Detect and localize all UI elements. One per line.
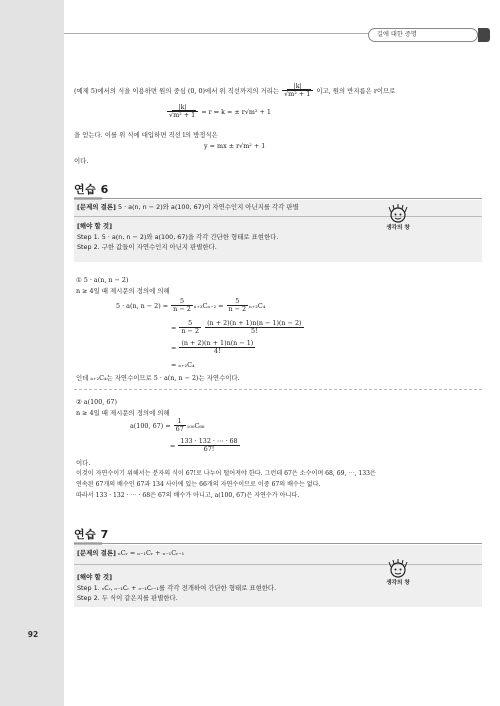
intro-line-5: 이다. — [74, 157, 89, 165]
distance-fraction: $\frac{|k|}{\text{√m² + 1}}$ — [282, 83, 313, 99]
frac-den: n − 2 — [181, 327, 200, 336]
part-1-comb-a: ₙ₊₂Cₙ₋₂ = — [193, 301, 224, 310]
part-1-heading: ① 5 · a(n, n − 2) — [76, 276, 129, 284]
part-1-condition: n ≥ 4일 때 제시문의 정의에 의해 — [76, 287, 170, 295]
part-2-para-2: 연속된 67개의 배수인 67과 134 사이에 있는 66개의 자연수이므로 이중 67의 배수는 없다. — [76, 481, 321, 488]
part-1-conclusion: 인데 ₙ₊₂C₄는 자연수이므로 5 · a(n, n − 2)는 자연수이다. — [76, 374, 240, 382]
exercise-6-problem — [77, 203, 299, 212]
eq-denominator: m² + 1 — [173, 111, 196, 120]
intro-text-b: 이고, 원의 반지름은 r이므로 — [316, 86, 396, 95]
think-window-6 — [378, 204, 418, 233]
part-2-row-1 — [130, 418, 204, 434]
exercise-6-title — [74, 183, 109, 198]
exercise-7-box — [74, 545, 482, 607]
chapter-tab — [368, 28, 478, 42]
distance-denominator: m² + 1 — [288, 90, 311, 99]
part-2-idai: 이다. — [76, 459, 91, 467]
problem-text: ₙCᵣ = ₙ₋₁Cᵣ + ₙ₋₁Cᵣ₋₁ — [117, 549, 185, 557]
frac-num: 133 · 132 · ⋯ · 68 — [180, 437, 238, 445]
equals-sign: = — [170, 441, 176, 450]
exercise-7-rule — [74, 543, 482, 544]
frac-num: 1 — [174, 418, 186, 426]
intro-line-3: 을 얻는다. 이를 위 식에 대입하면 직선 l의 방정식은 — [74, 131, 218, 139]
part-2-para-3: 따라서 133 · 132 · ⋯ · 68은 67의 배수가 아니고, a(100, 67)은 자연수가 아니다. — [76, 492, 300, 499]
frac-den: 4! — [214, 347, 221, 356]
exercise-6-rule — [74, 198, 482, 199]
thinking-face-icon — [386, 204, 410, 224]
part-2-heading: ② a(100, 67) — [76, 398, 117, 406]
frac-num: (n + 2)(n + 1)n(n − 1)(n − 2) — [207, 319, 302, 327]
problem-text: 5 · a(n, n − 2)와 a(100, 67)이 자연수인지 아닌지를 각각 판별 — [117, 203, 299, 211]
page-number: 92 — [27, 630, 39, 639]
part-1-row-2-frac-a — [179, 320, 201, 336]
part-2-row-2 — [170, 438, 241, 454]
part-1-frac-a — [171, 298, 193, 314]
intro-equation — [166, 104, 271, 120]
chapter-tab-label: 길에 대한 증명 — [377, 31, 417, 38]
part-1-row-1 — [116, 298, 265, 314]
part-2-comb: ₁₀₀C₆₆ — [186, 421, 205, 430]
exercise-6-todo-label — [77, 222, 112, 231]
frac-den: n − 2 — [228, 305, 247, 314]
think-window-label: 생각의 창 — [386, 225, 410, 231]
exercise-6-box — [74, 200, 482, 262]
line-equation: y = mx ± r√m² + 1 — [204, 142, 266, 150]
frac-num: (n + 2)(n + 1)n(n − 1) — [181, 339, 254, 347]
exercise-7-problem — [77, 549, 184, 558]
part-2-condition: n ≥ 4일 때 제시문의 정의에 의해 — [76, 409, 170, 417]
think-window-label: 생각의 창 — [386, 580, 410, 586]
left-margin-strip — [0, 0, 64, 706]
frac-num: 5 — [227, 298, 249, 306]
part-1-frac-b — [227, 298, 249, 314]
frac-num: 5 — [171, 298, 193, 306]
part-2-frac-a — [174, 418, 186, 434]
frac-den: 67 — [175, 425, 184, 434]
frac-den: 5! — [250, 327, 258, 336]
exercise-7-title-text: 연습 7 — [74, 528, 109, 541]
eq-rhs: = r ⇔ k = ± r√m² + 1 — [201, 107, 272, 116]
equals-sign: = — [171, 323, 177, 332]
frac-den: n − 2 — [173, 305, 191, 314]
distance-numerator: |k| — [282, 83, 313, 91]
intro-text-a: (예제 5)에서의 식을 이용하면 원의 중심 (0, 0)에서 위 직선까지의 거리는 — [74, 86, 280, 95]
part-1-row-2-frac-b — [205, 320, 303, 336]
exercise-6-step-2: Step 2. 구한 값들이 자연수인지 아닌지 판별한다. — [77, 243, 217, 251]
part-1-row-3-frac — [179, 340, 255, 356]
eq-numerator: |k| — [167, 104, 198, 112]
solution-divider — [74, 389, 482, 390]
problem-label: [문제의 결론] — [77, 203, 116, 211]
part-2-lhs: a(100, 67) = — [130, 421, 171, 430]
eq-fraction: $\frac{|k|}{\text{√m² + 1}}$ — [167, 104, 198, 120]
exercise-7-step-2: Step 2. 두 식이 같은지를 판별한다. — [77, 594, 178, 602]
part-1-row-3 — [171, 340, 256, 356]
part-1-comb-b: ₙ₊₂C₄ — [249, 301, 266, 310]
thinking-face-icon — [386, 559, 410, 579]
exercise-7-todo-label — [77, 573, 112, 582]
part-1-lhs: 5 · a(n, n − 2) = — [116, 301, 169, 310]
todo-label: [해야 할 것] — [77, 222, 112, 230]
part-1-row-2 — [171, 320, 305, 336]
part-2-para-1: 이것이 자연수이기 위해서는 분자의 식이 67!로 나누어 떨어져야 한다. 그런데 67은 소수이며 68, 69, ⋯, 133은 — [76, 470, 376, 477]
problem-label: [문제의 결론] — [77, 549, 116, 557]
frac-den: 67! — [203, 445, 215, 454]
exercise-6-title-text: 연습 6 — [74, 183, 109, 196]
exercise-6-step-1: Step 1. 5 · a(n, n − 2)와 a(100, 67)을 각각 간단한 형태로 표현한다. — [77, 233, 279, 241]
exercise-7-title — [74, 528, 109, 543]
intro-line-1 — [74, 83, 395, 99]
equals-sign: = — [171, 343, 177, 352]
todo-label: [해야 할 것] — [77, 573, 112, 581]
frac-num: 5 — [179, 320, 201, 328]
part-1-row-4: = ₙ₊₂C₄ — [171, 361, 195, 369]
chapter-tab-marker — [478, 28, 490, 42]
exercise-7-step-1: Step 1. ₙCᵣ, ₙ₋₁Cᵣ + ₙ₋₁Cᵣ₋₁를 각각 전개하여 간단한 형태로 표현한다. — [77, 584, 277, 592]
think-window-7 — [378, 559, 418, 588]
part-2-row-2-frac — [178, 438, 239, 454]
